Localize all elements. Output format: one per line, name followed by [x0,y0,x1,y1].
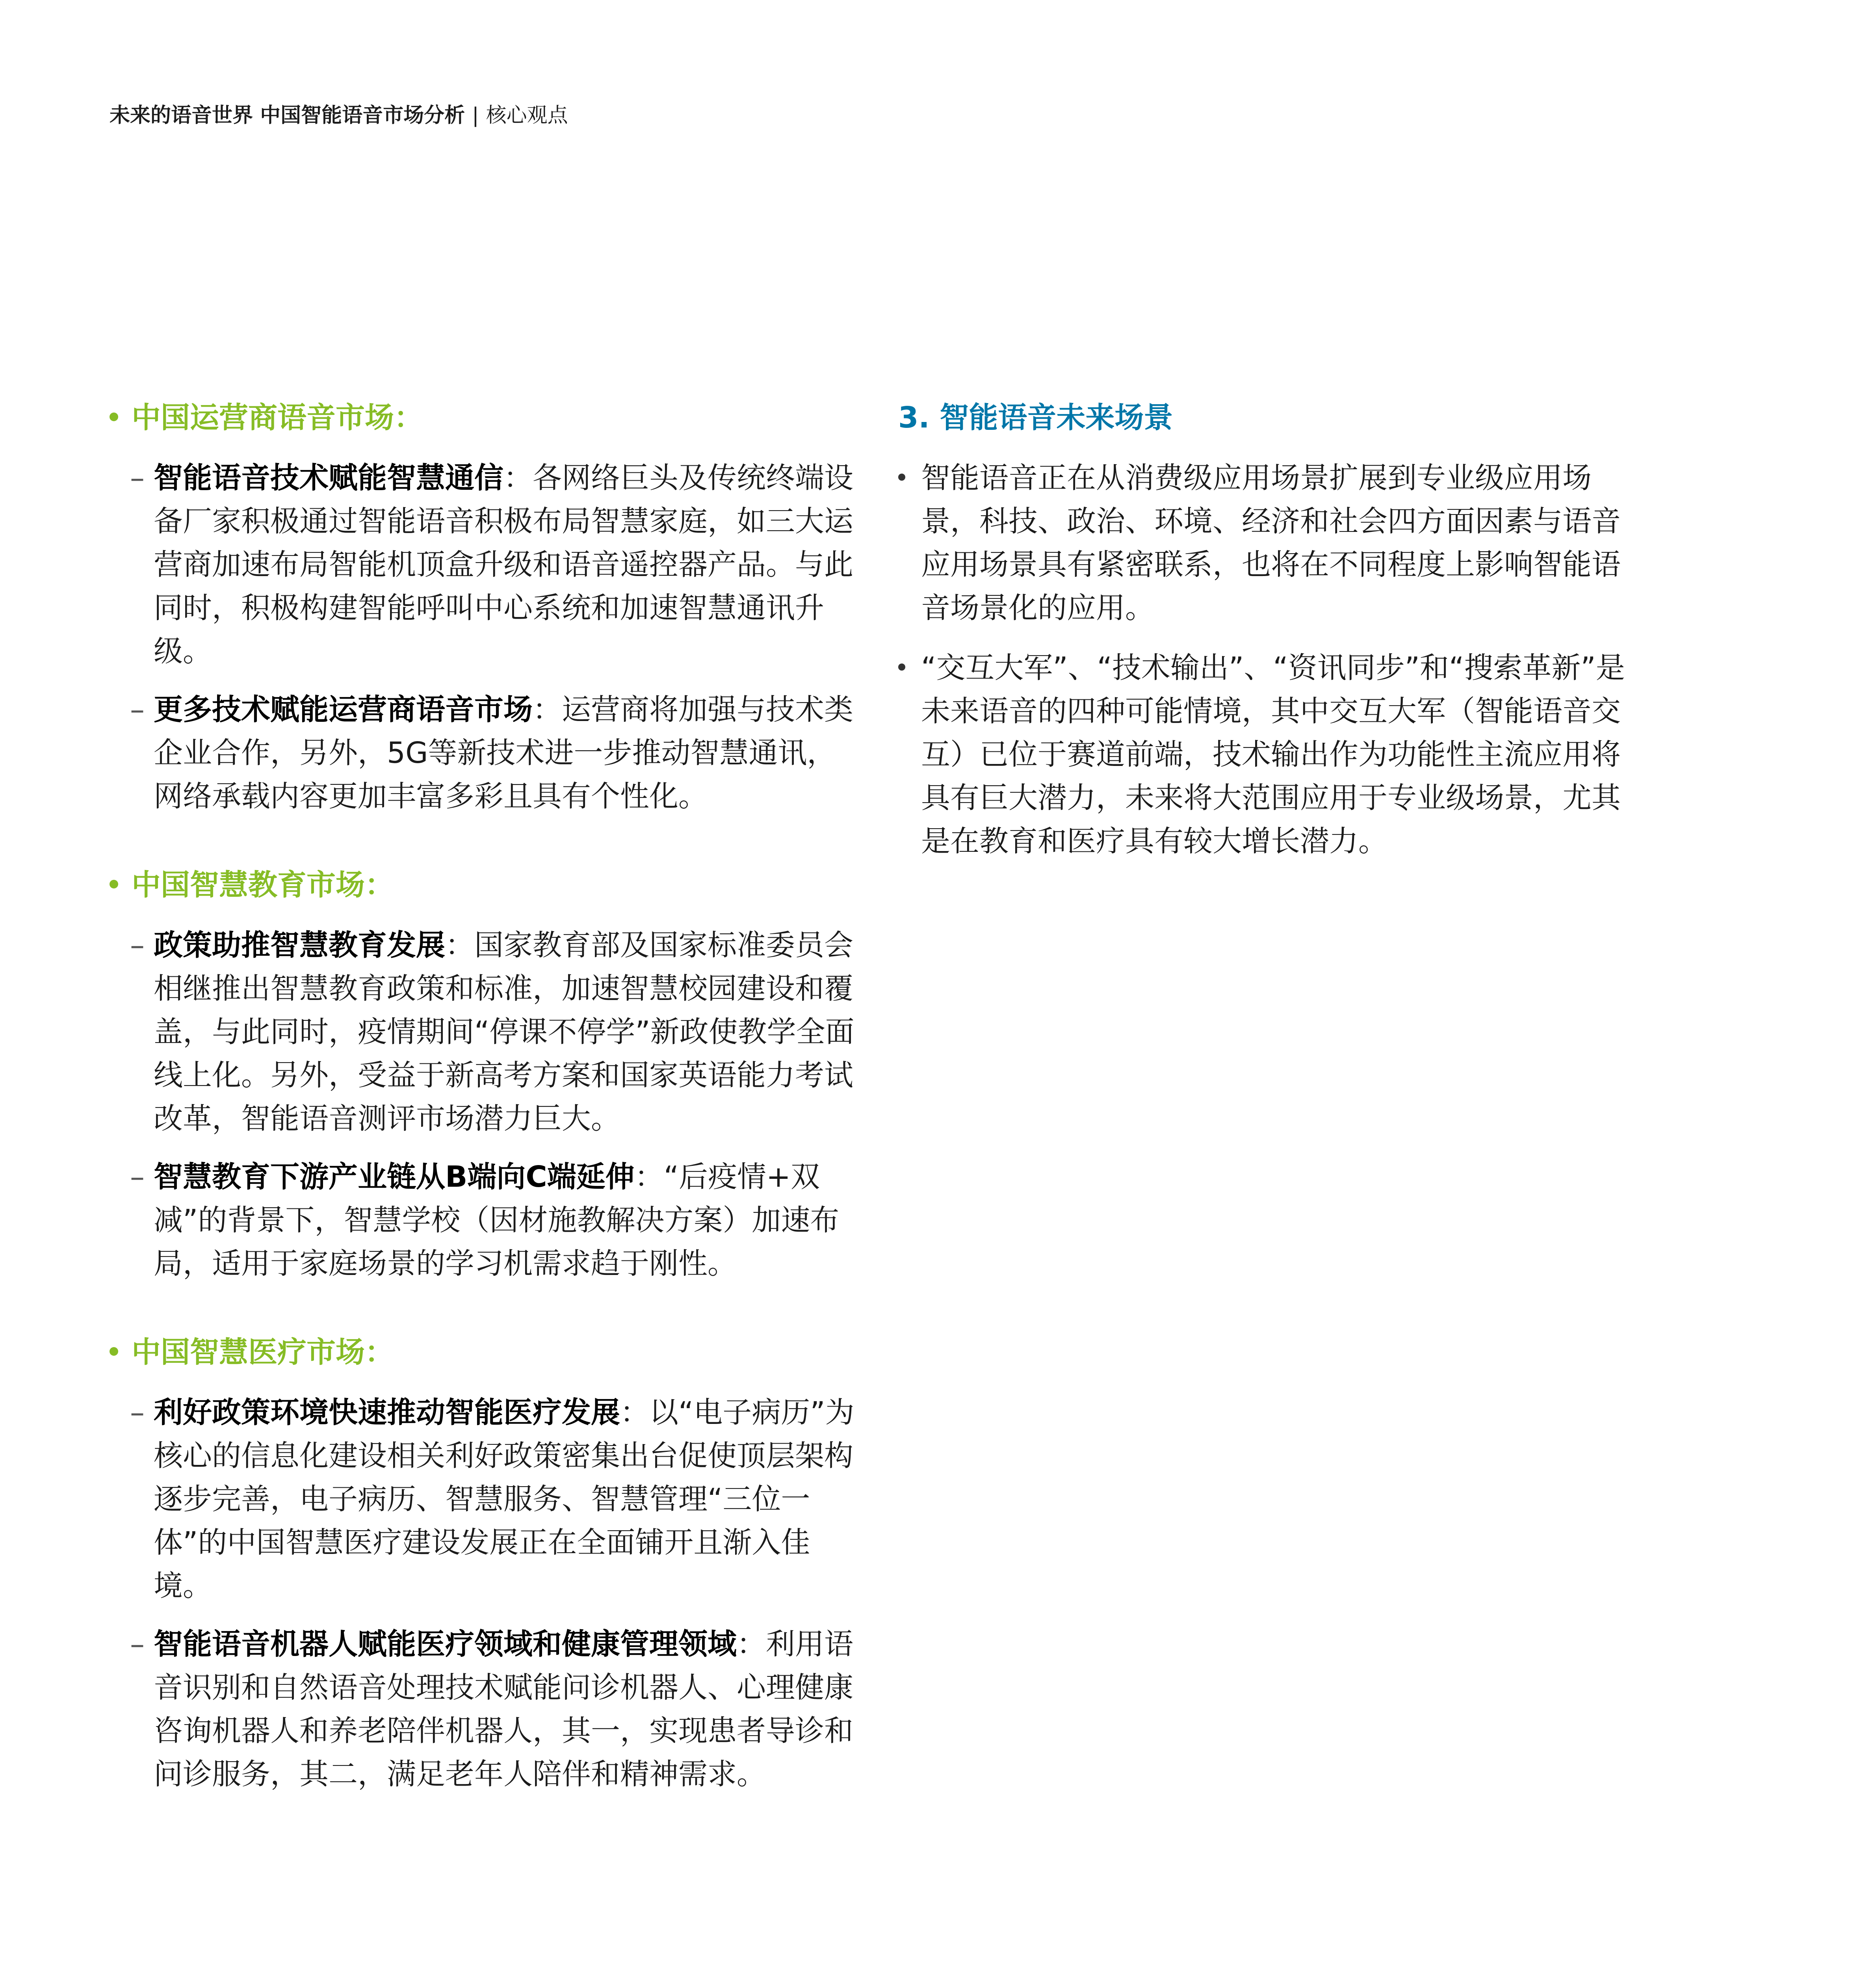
bullet-dot-icon [110,413,118,421]
sub-item-lead: 更多技术赋能运营商语音市场 [154,693,533,727]
dash-icon: – [130,693,145,727]
sub-item-lead: 利好政策环境快速推动智能医疗发展 [154,1396,620,1429]
sub-item-lead: 智能语音机器人赋能医疗领域和健康管理领域 [154,1627,737,1661]
dash-icon: – [130,1396,145,1429]
section-operator-market [110,398,858,818]
bullet-item [898,456,1647,630]
sub-item: – 更多技术赋能运营商语音市场：运营商将加强与技术类企业合作，另外，5G等新技术进一步推动智慧通讯，网络承载内容更加丰富多彩且具有个性化。 [110,688,858,818]
header-title: 未来的语音世界 中国智能语音市场分析 [110,104,465,127]
sub-item: – 政策助推智慧教育发展：国家教育部及国家标准委员会相继推出智慧教育政策和标准，加速智慧校园建设和覆盖，与此同时，疫情期间“停课不停学”新政使教学全面线上化。另外，受益于新高考方案和国家英语能力考试改革，智能语音测评市场潜力巨大。 [110,924,858,1140]
sub-item: – 智能语音机器人赋能医疗领域和健康管理领域：利用语音识别和自然语音处理技术赋能问诊机器人、心理健康咨询机器人和养老陪伴机器人，其一，实现患者导诊和问诊服务，其二，满足老年人陪伴和精神需求。 [110,1622,858,1796]
sub-item: – 利好政策环境快速推动智能医疗发展：以“电子病历”为核心的信息化建设相关利好政策密集出台促使顶层架构逐步完善，电子病历、智慧服务、智慧管理“三位一体”的中国智慧医疗建设发展正在全面铺开且渐入佳境。 [110,1391,858,1608]
sub-item: – 智能语音技术赋能智慧通信：各网络巨头及传统终端设备厂家积极通过智能语音积极布局智慧家庭，如三大运营商加速布局智能机顶盒升级和语音遥控器产品。与此同时，积极构建智能呼叫中心系统和加速智慧通讯升级。 [110,456,858,673]
sub-item-body: 以“电子病历”为核心的信息化建设相关利好政策密集出台促使顶层架构逐步完善，电子病历、智慧服务、智慧管理“三位一体”的中国智慧医疗建设发展正在全面铺开且渐入佳境。 [154,1396,854,1603]
bullet-item [898,646,1647,863]
section-title: 中国智慧教育市场： [110,865,858,905]
section-title: 中国智慧医疗市场： [110,1333,858,1372]
dash-icon: – [130,928,145,962]
header-subtitle: 核心观点 [486,104,568,127]
dash-icon: – [130,1627,145,1661]
bullet-dot-icon [110,1347,118,1356]
section-heading-future-scenarios: 3. 智能语音未来场景 [898,401,1173,435]
left-column [110,398,858,1843]
dash-icon: – [130,1160,145,1194]
page-header [110,102,568,129]
sub-item-lead: 政策助推智慧教育发展 [154,928,445,962]
section-medical-market [110,1333,858,1796]
header-separator: | [472,104,479,127]
sub-item-body: “后疫情+双减”的背景下，智慧学校（因材施教解决方案）加速布局，适用于家庭场景的学习机需求趋于刚性。 [154,1160,840,1280]
bullet-dot-icon [110,880,118,888]
sub-item: – 智慧教育下游产业链从B端向C端延伸：“后疫情+双减”的背景下，智慧学校（因材施教解决方案）加速布局，适用于家庭场景的学习机需求趋于刚性。 [110,1155,858,1285]
bullet-dot-icon [898,663,905,671]
right-column [898,398,1647,879]
sub-item-body: 国家教育部及国家标准委员会相继推出智慧教育政策和标准，加速智慧校园建设和覆盖，与此同时，疫情期间“停课不停学”新政使教学全面线上化。另外，受益于新高考方案和国家英语能力考试改革，智能语音测评市场潜力巨大。 [154,928,854,1136]
sub-item-lead: 智慧教育下游产业链从B端向C端延伸 [154,1160,635,1194]
sub-item-body: 各网络巨头及传统终端设备厂家积极通过智能语音积极布局智慧家庭，如三大运营商加速布局智能机顶盒升级和语音遥控器产品。与此同时，积极构建智能呼叫中心系统和加速智慧通讯升级。 [154,461,853,668]
dash-icon: – [130,461,145,495]
bullet-text: 智能语音正在从消费级应用场景扩展到专业级应用场景，科技、政治、环境、经济和社会四方面因素与语音应用场景具有紧密联系，也将在不同程度上影响智能语音场景化的应用。 [921,461,1621,625]
sub-item-body: 利用语音识别和自然语音处理技术赋能问诊机器人、心理健康咨询机器人和养老陪伴机器人，其一，实现患者导诊和问诊服务，其二，满足老年人陪伴和精神需求。 [154,1627,853,1791]
sub-item-body: 运营商将加强与技术类企业合作，另外，5G等新技术进一步推动智慧通讯，网络承载内容更加丰富多彩且具有个性化。 [154,693,853,813]
bullet-dot-icon [898,474,905,481]
bullet-text: “交互大军”、“技术输出”、“资讯同步”和“搜索革新”是未来语音的四种可能情境，其中交互大军（智能语音交互）已位于赛道前端，技术输出作为功能性主流应用将具有巨大潜力，未来将大范围应用于专业级场景，尤其是在教育和医疗具有较大增长潜力。 [921,651,1625,858]
section-education-market [110,865,858,1285]
sub-item-lead: 智能语音技术赋能智慧通信 [154,461,503,495]
section-title: 中国运营商语音市场： [110,398,858,437]
